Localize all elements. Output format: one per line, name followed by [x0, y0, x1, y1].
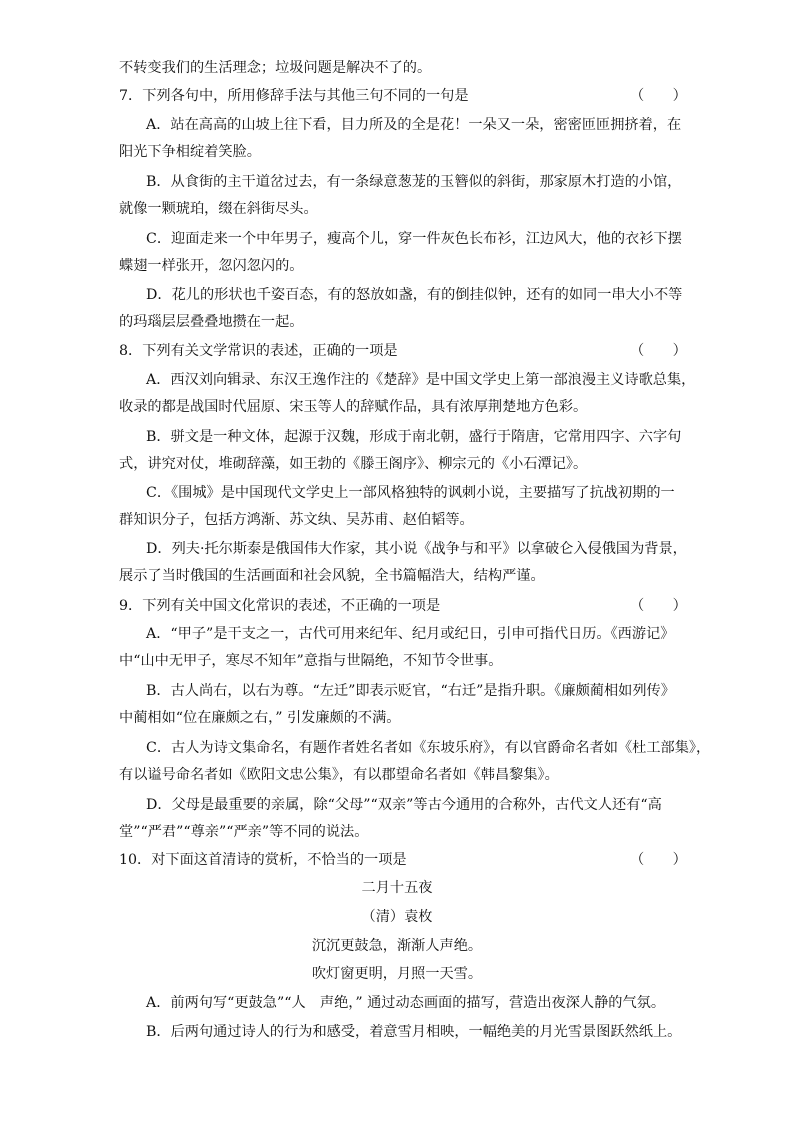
option-8c: C．《围城》是中国现代文学史上一部风格独特的讽刺小说，主要描写了抗战初期的一 — [146, 485, 675, 501]
question-10: 10．对下面这首清诗的赏析，不恰当的一项是 — [119, 852, 407, 868]
option-8a-cont: 收录的都是战国时代屈原、宋玉等人的辞赋作品，具有浓厚荆楚地方色彩。 — [119, 399, 588, 415]
option-7c: C．迎面走来一个中年男子，瘦高个儿，穿一件灰色长布衫，江边风大，他的衣衫下摆 — [146, 231, 682, 247]
poem-author: （清）袁枚 — [361, 909, 433, 925]
answer-blank-7: （ ） — [630, 88, 687, 104]
option-8c-cont: 群知识分子，包括方鸿渐、苏文纨、吴苏甫、赵伯韬等。 — [119, 512, 474, 528]
option-7d-cont: 的玛瑙层层叠叠地攒在一起。 — [119, 314, 304, 330]
poem-line-2: 吹灯窗更明，月照一天雪。 — [311, 966, 483, 982]
option-9a-cont: 中“山中无甲子，寒尽不知年”意指与世隔绝，不知节令世事。 — [119, 653, 503, 669]
option-9d-cont: 堂”“严君”“尊亲”“严亲”等不同的说法。 — [119, 824, 369, 840]
text-line: 不转变我们的生活理念；垃圾问题是解决不了的。 — [119, 60, 432, 76]
option-7a: A．站在高高的山坡上往下看，目力所及的全是花！一朵又一朵，密密匝匝拥挤着，在 — [146, 117, 682, 133]
answer-blank-9: （ ） — [630, 598, 687, 614]
question-8: 8．下列有关文学常识的表述，正确的一项是 — [119, 343, 398, 359]
option-9d: D．父母是最重要的亲属，除“父母”“双亲”等古今通用的合称外，古代文人还有“高 — [146, 797, 662, 813]
question-9: 9．下列有关中国文化常识的表述，不正确的一项是 — [119, 598, 441, 614]
option-10b: B．后两句通过诗人的行为和感受，着意雪月相映，一幅绝美的月光雪景图跃然纸上。 — [146, 1024, 682, 1040]
option-8d: D．列夫·托尔斯泰是俄国伟大作家，其小说《战争与和平》以拿破仑入侵俄国为背景， — [146, 541, 687, 557]
poem-title: 二月十五夜 — [361, 880, 433, 896]
option-9b: B．古人尚右，以右为尊。“左迁”即表示贬官，“右迁”是指升职。《廉颇蔺相如列传》 — [146, 683, 675, 699]
option-7d: D．花儿的形状也千姿百态，有的怒放如盏，有的倒挂似钟，还有的如同一串大小不等 — [146, 287, 683, 303]
option-7c-cont: 蝶翅一样张开，忽闪忽闪的。 — [119, 258, 304, 274]
poem-line-1: 沉沉更鼓急，渐渐人声绝。 — [311, 938, 483, 954]
question-7: 7．下列各句中，所用修辞手法与其他三句不同的一句是 — [119, 88, 469, 104]
option-7a-cont: 阳光下争相绽着笑脸。 — [119, 144, 261, 160]
option-9a: A．“甲子”是干支之一，古代可用来纪年、纪月或纪日，引申可指代日历。《西游记》 — [146, 626, 675, 642]
option-9c: C．古人为诗文集命名，有题作者姓名者如《东坡乐府》，有以官爵命名者如《杜工部集》， — [146, 740, 711, 756]
option-8d-cont: 展示了当时俄国的生活画面和社会风貌，全书篇幅浩大，结构严谨。 — [119, 568, 545, 584]
option-8b: B．骈文是一种文体，起源于汉魏，形成于南北朝，盛行于隋唐，它常用四字、六字句 — [146, 429, 682, 445]
option-7b-cont: 就像一颗琥珀，缀在斜街尽头。 — [119, 201, 318, 217]
option-9c-cont: 有以谥号命名者如《欧阳文忠公集》，有以郡望命名者如《韩昌黎集》。 — [119, 767, 559, 783]
option-8a: A．西汉刘向辑录、东汉王逸作注的《楚辞》是中国文学史上第一部浪漫主义诗歌总集， — [146, 372, 696, 388]
answer-blank-10: （ ） — [630, 852, 687, 868]
option-7b: B．从食街的主干道岔过去，有一条绿意葱茏的玉簪似的斜街，那家原木打造的小馆， — [146, 174, 682, 190]
option-8b-cont: 式，讲究对仗，堆砌辞藻，如王勃的《滕王阁序》、柳宗元的《小石潭记》。 — [119, 456, 588, 472]
option-10a: A．前两句写“更鼓急”“人 声绝，” 通过动态画面的描写，营造出夜深人静的气氛。 — [146, 995, 666, 1011]
option-9b-cont: 中蔺相如“位在廉颇之右，” 引发廉颇的不满。 — [119, 710, 401, 726]
answer-blank-8: （ ） — [630, 343, 687, 359]
